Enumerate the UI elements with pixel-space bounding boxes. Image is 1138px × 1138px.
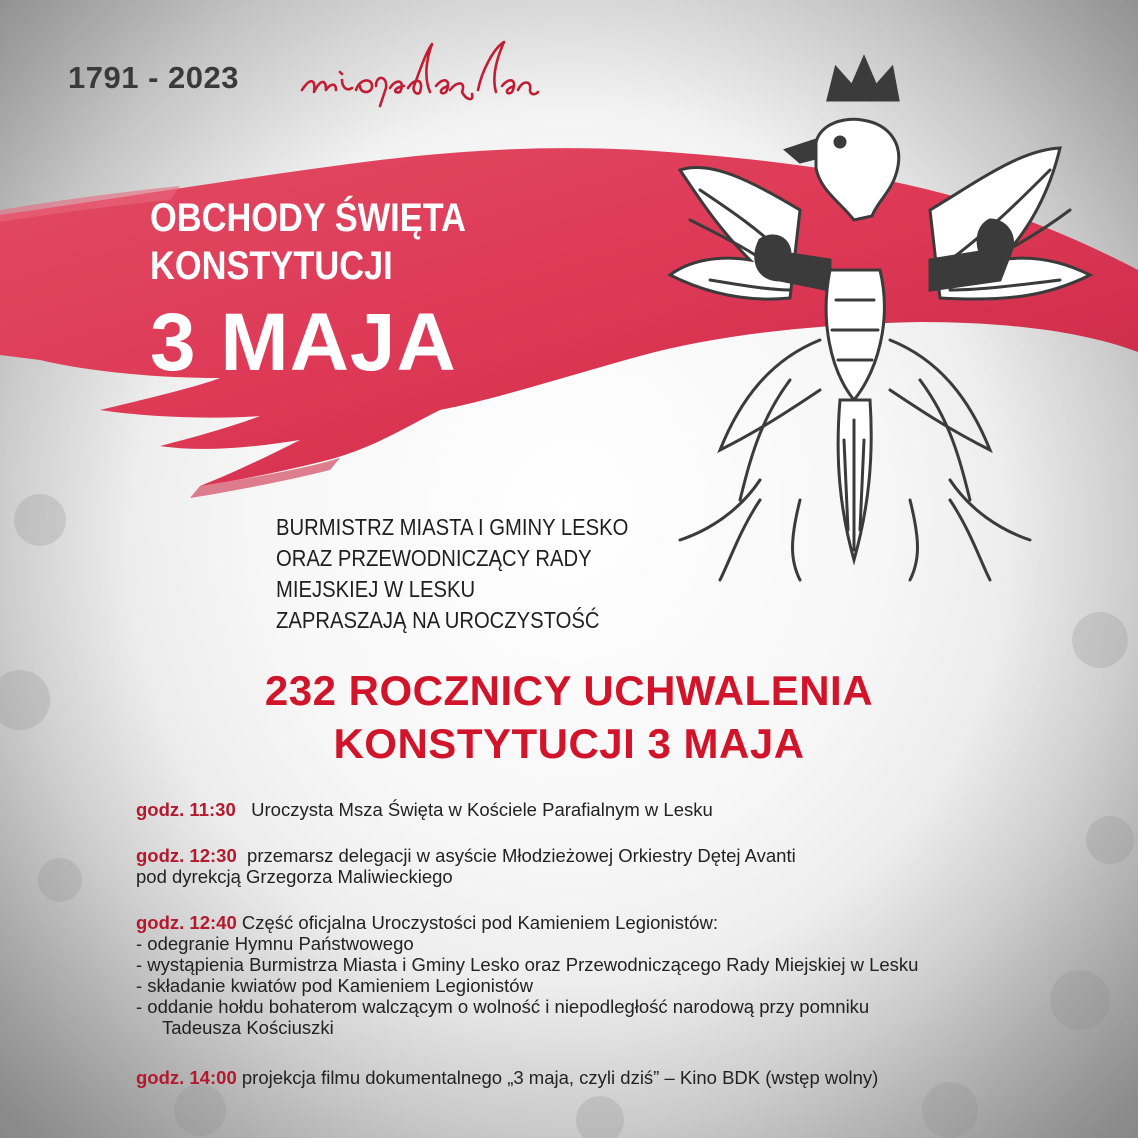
invitation-text	[276, 512, 628, 636]
logo-text: niepodległa	[546, 70, 552, 71]
invite-line: ZAPRASZAJĄ NA UROCZYSTOŚĆ	[276, 607, 600, 633]
schedule-item	[136, 845, 1116, 887]
schedule-text: przemarsz delegacji w asyście Młodzieżowej Orkiestry Dętej Avanti	[247, 845, 796, 866]
schedule-text: Uroczysta Msza Święta w Kościele Parafialnym w Lesku	[251, 799, 713, 820]
years-label: 1791 - 2023	[68, 60, 239, 95]
schedule-time: godz. 14:00	[136, 1067, 237, 1088]
title-line-1: OBCHODY ŚWIĘTA	[150, 196, 466, 240]
schedule-text: Tadeusza Kościuszki	[162, 1017, 334, 1038]
schedule-time: godz. 12:40	[136, 912, 237, 933]
invite-line: MIEJSKIEJ W LESKU	[276, 576, 476, 602]
schedule-text: - wystąpienia Burmistrza Miasta i Gminy Lesko oraz Przewodniczącego Rady Miejskiej w Lesku	[136, 954, 919, 975]
schedule-text: - oddanie hołdu bohaterom walczącym o wolność i niepodległość narodową przy pomniku	[136, 996, 870, 1017]
schedule-text: projekcja filmu dokumentalnego „3 maja, czyli dziś” – Kino BDK (wstęp wolny)	[241, 1067, 879, 1088]
headline-line-2: KONSTYTUCJI 3 MAJA	[333, 720, 805, 767]
schedule-item	[136, 1067, 1116, 1088]
schedule-item	[136, 912, 1116, 1038]
title-line-3: 3 MAJA	[150, 297, 457, 388]
invite-line: ORAZ PRZEWODNICZĄCY RADY	[276, 545, 592, 571]
schedule-time: godz. 11:30	[136, 799, 236, 820]
schedule-text: pod dyrekcją Grzegorza Maliwieckiego	[136, 866, 453, 887]
niepodlegla-logo	[296, 30, 616, 110]
schedule-time: godz. 12:30	[136, 845, 237, 866]
headline-line-1: 232 ROCZNICY UCHWALENIA	[264, 667, 874, 714]
schedule-text: Część oficjalna Uroczystości pod Kamieniem Legionistów:	[241, 912, 718, 933]
schedule-item	[136, 799, 1116, 820]
title-line-2: KONSTYTUCJI	[150, 244, 393, 288]
schedule-text: - odegranie Hymnu Państwowego	[136, 933, 414, 954]
white-eagle-emblem-icon	[640, 40, 1120, 600]
invite-line: BURMISTRZ MIASTA I GMINY LESKO	[276, 514, 629, 540]
schedule-text: - składanie kwiatów pod Kamieniem Legionistów	[136, 975, 533, 996]
